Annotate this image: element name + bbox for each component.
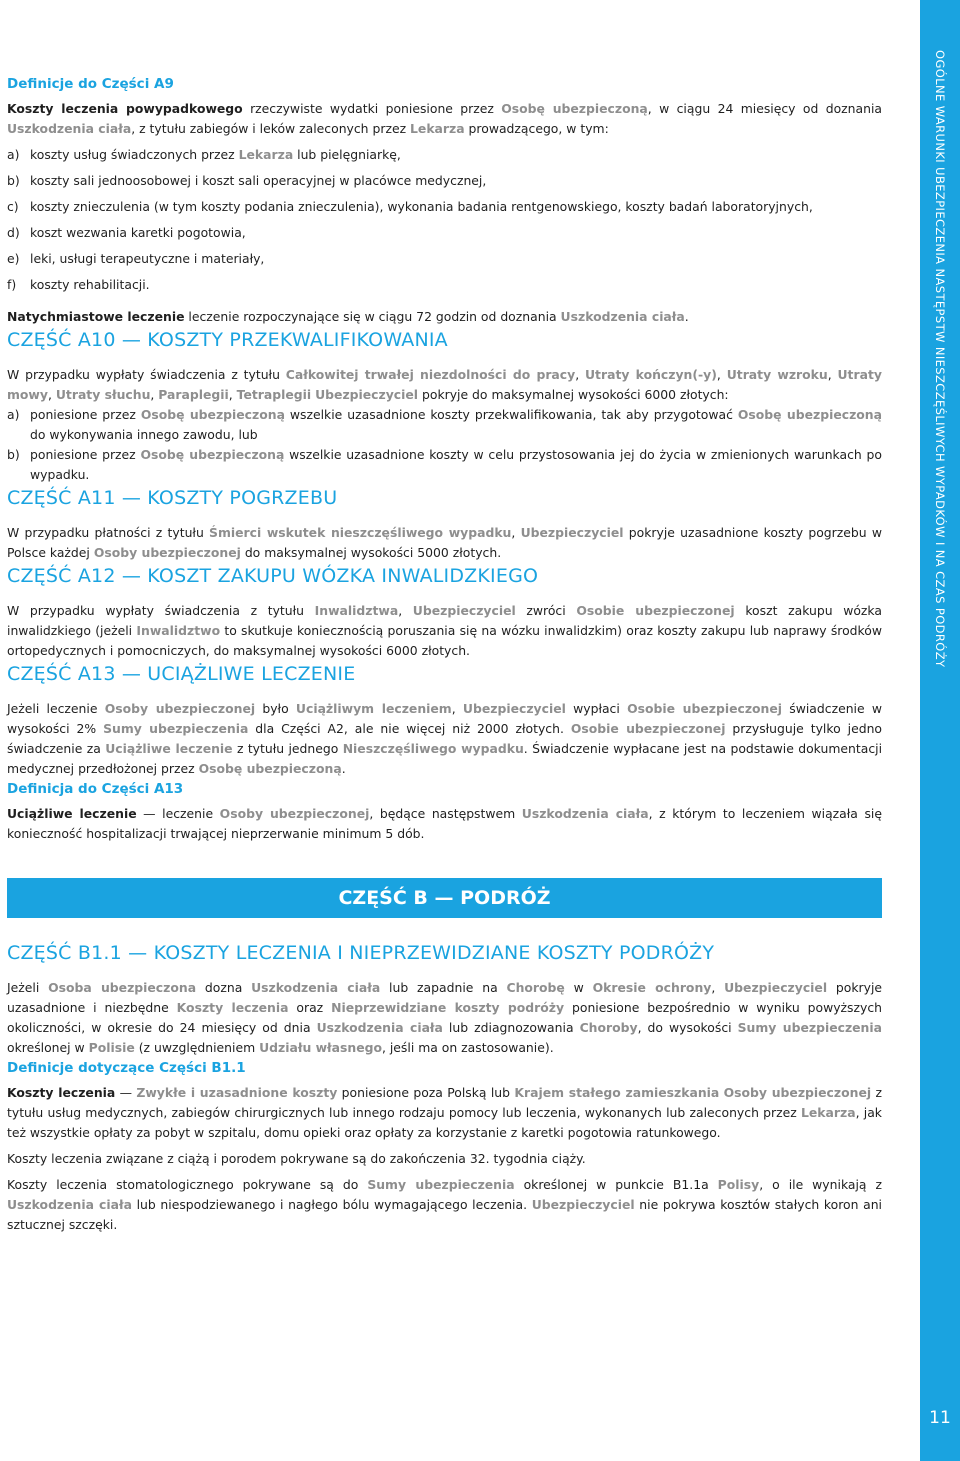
text: określonej w	[7, 1040, 89, 1055]
list-item	[7, 223, 882, 243]
list-text: koszty rehabilitacji.	[30, 277, 150, 292]
list-item	[7, 197, 882, 217]
term: Osobie ubezpieczonej	[570, 721, 726, 736]
text: prowadzącego, w tym:	[464, 121, 609, 136]
b11-paragraph	[7, 978, 882, 1058]
term: Osobę ubezpieczoną	[198, 761, 342, 776]
text: poniesione przez	[30, 447, 141, 462]
list-text: koszty sali jednoosobowej i koszt sali operacyjnej w placówce medycznej,	[30, 173, 487, 188]
term: Ubezpieczyciel	[315, 387, 419, 402]
text: Jeżeli	[7, 980, 49, 995]
text: ,	[398, 603, 413, 618]
term: Ubezpieczyciel	[462, 701, 566, 716]
term: Nieprzewidziane koszty podróży	[331, 1000, 565, 1015]
text: Jeżeli leczenie	[7, 701, 105, 716]
text: świadczenie w wysokości 2%	[7, 701, 883, 736]
term: Osoby ubezpieczonej	[93, 545, 241, 560]
term: Utraty słuchu	[55, 387, 151, 402]
text: W przypadku wypłaty świadczenia z tytułu	[7, 367, 286, 382]
a13-definition-heading: Definicja do Części A13	[7, 781, 184, 797]
text: ,	[451, 701, 463, 716]
text: było	[255, 701, 296, 716]
text: W przypadku płatności z tytułu	[7, 525, 210, 540]
term: Osoby ubezpieczonej	[104, 701, 256, 716]
text: ,	[228, 387, 237, 402]
sidebar-title: OGÓLNE WARUNKI UBEZPIECZENIA NASTĘPSTW NIESZCZĘŚLIWYCH WYPADKÓW I NA CZAS PODRÓŻY	[933, 50, 947, 668]
text: .	[341, 761, 346, 776]
b11-definition-paragraph	[7, 1083, 882, 1143]
text: określonej w punkcie B1.1a	[514, 1177, 718, 1192]
section-a10-heading: CZĘŚĆ A10 — KOSZTY PRZEKWALIFIKOWANIA	[7, 329, 448, 351]
a9-definitions-heading: Definicje do Części A9	[7, 76, 174, 92]
text: wszelkie uzasadnione koszty w celu przystosowania jej do życia w zmienionych warunkach po wypadku.	[30, 447, 882, 482]
list-text: leki, usługi terapeutyczne i materiały,	[30, 251, 265, 266]
text: do maksymalnej wysokości 5000 złotych.	[240, 545, 502, 560]
text: z tytułu usług medycznych, zabiegów chirurgicznych lub innego rodzaju pomocy lub leczenia, wykonanych lub zaleconych przez	[7, 1085, 882, 1120]
text: , do wysokości	[637, 1020, 738, 1035]
term: Utraty wzroku	[726, 367, 828, 382]
text: z tytułu jednego	[232, 741, 343, 756]
term: Polisy	[717, 1177, 760, 1192]
term: Ubezpieczyciel	[531, 1197, 635, 1212]
term: Polisie	[88, 1040, 135, 1055]
term: Osobę ubezpieczoną	[140, 447, 285, 462]
text: poniesione bezpośrednio w wyniku powyższych okoliczności, w okresie do 24 miesięcy od dnia	[7, 1000, 882, 1035]
term: Uszkodzenia ciała	[560, 309, 685, 324]
text: przysługuje tylko jedno świadczenie za	[7, 721, 882, 756]
document-body	[7, 74, 882, 1235]
section-b11-heading: CZĘŚĆ B1.1 — KOSZTY LECZENIA I NIEPRZEWIDZIANE KOSZTY PODRÓŻY	[7, 942, 715, 964]
list-item	[7, 445, 882, 485]
text: lub niespodziewanego i nagłego bólu wymagającego leczenia.	[131, 1197, 532, 1212]
text: ,	[711, 980, 725, 995]
a11-paragraph	[7, 523, 882, 563]
term: Inwalidztwo	[136, 623, 221, 638]
term: Koszty leczenia powypadkowego	[7, 101, 243, 116]
text: , będące następstwem	[369, 806, 522, 821]
section-a11-heading: CZĘŚĆ A11 — KOSZTY POGRZEBU	[7, 487, 338, 509]
term: Sumy ubezpieczenia	[367, 1177, 515, 1192]
term: Utraty kończyn(-y)	[585, 367, 717, 382]
list-label: b)	[7, 173, 20, 188]
text: poniesione poza Polską lub	[337, 1085, 515, 1100]
list-label: b)	[7, 447, 20, 462]
text: oraz	[288, 1000, 332, 1015]
term: Ubezpieczyciel	[520, 525, 624, 540]
text: wypłaci	[565, 701, 628, 716]
section-a13-heading: CZĘŚĆ A13 — UCIĄŻLIWE LECZENIE	[7, 663, 356, 685]
text: poniesione przez	[30, 407, 141, 422]
list-label: a)	[7, 147, 20, 162]
term: Uciążliwe leczenie	[7, 806, 137, 821]
text: W przypadku wypłaty świadczenia z tytułu	[7, 603, 315, 618]
text: , z tytułu zabiegów i leków zaleconych przez	[131, 121, 411, 136]
term: Udziału własnego	[259, 1040, 382, 1055]
text: —	[115, 1085, 137, 1100]
text: koszt zakupu wózka inwalidzkiego (jeżeli	[7, 603, 882, 638]
term: Sumy ubezpieczenia	[737, 1020, 882, 1035]
text: , w ciągu 24 miesięcy od doznania	[647, 101, 882, 116]
text: , z którym to leczeniem wiązała się konieczność hospitalizacji trwającej nieprzerwanie minimum 5 dób.	[7, 806, 882, 841]
text: lub zdiagnozowania	[442, 1020, 580, 1035]
list-label: d)	[7, 225, 20, 240]
text: dozna	[196, 980, 252, 995]
text: leczenie rozpoczynające się w ciągu 72 godzin od doznania	[184, 309, 561, 324]
list-text	[30, 405, 882, 445]
term: Lekarza	[410, 121, 465, 136]
a13-paragraph	[7, 699, 882, 779]
term: Całkowitej trwałej niezdolności do pracy	[285, 367, 576, 382]
a13-definition-paragraph	[7, 804, 882, 844]
text: (z uwzględnieniem	[134, 1040, 260, 1055]
term: Uszkodzenia ciała	[7, 121, 132, 136]
text: ,	[511, 525, 521, 540]
text: . Świadczenie wypłacane jest na podstawie dokumentacji medycznej przedłożonej przez	[7, 741, 883, 776]
pregnancy-paragraph: Koszty leczenia związane z ciążą i porodem pokrywane są do zakończenia 32. tygodnia ciąży.	[7, 1151, 586, 1166]
text: , jak też wszystkie opłaty za pobyt w szpitalu, domu opieki oraz opłaty za korzystanie z karetki pogotowia ratunkowego.	[7, 1105, 882, 1140]
sidebar	[920, 0, 960, 1461]
list-item	[7, 275, 882, 295]
term: Osoby ubezpieczonej	[723, 1085, 872, 1100]
a9-definition-paragraph	[7, 99, 882, 139]
term: Osobie ubezpieczonej	[576, 603, 735, 618]
term: Uszkodzenia ciała	[316, 1020, 443, 1035]
text: pokryje do maksymalnej wysokości 6000 złotych:	[418, 387, 729, 402]
text: ,	[575, 367, 585, 382]
term: Uszkodzenia ciała	[251, 980, 381, 995]
term: Osoba ubezpieczona	[48, 980, 197, 995]
term: Ubezpieczyciel	[724, 980, 828, 995]
term: Osoby ubezpieczonej	[219, 806, 370, 821]
text: Koszty leczenia stomatologicznego pokrywane są do	[7, 1177, 368, 1192]
list-text	[30, 445, 882, 485]
list-label: c)	[7, 199, 19, 214]
text: w	[564, 980, 593, 995]
text: pokryje uzasadnione i niezbędne	[7, 980, 883, 1015]
term: Paraplegii	[158, 387, 229, 402]
text: ,	[150, 387, 159, 402]
term: Tetraplegii	[236, 387, 312, 402]
text: to skutkuje koniecznością poruszania się na wózku inwalidzkim) oraz koszty zakupu lub naprawy środków ortopedycznych i pomocniczych, do maksymalnej wysokości 6000 złotych.	[7, 623, 882, 658]
list-label: a)	[7, 407, 20, 422]
term: Sumy ubezpieczenia	[103, 721, 249, 736]
text: dla Części A2, ale nie więcej niż 2000 złotych.	[248, 721, 571, 736]
term: Okresie ochrony	[592, 980, 712, 995]
text: rzeczywiste wydatki poniesione przez	[242, 101, 502, 116]
term: Utraty mowy	[7, 367, 882, 402]
term: Uszkodzenia ciała	[521, 806, 649, 821]
list-item	[7, 405, 882, 445]
term: Śmierci wskutek nieszczęśliwego wypadku	[209, 525, 512, 540]
immediate-treatment-definition	[7, 307, 882, 327]
page-number: 11	[929, 1408, 951, 1428]
dental-paragraph	[7, 1175, 882, 1235]
list-label: f)	[7, 277, 17, 292]
text: , jeśli ma on zastosowanie).	[381, 1040, 554, 1055]
list-text	[30, 145, 882, 165]
a10-paragraph	[7, 365, 882, 405]
text: do wykonywania innego zawodu, lub	[30, 427, 258, 442]
text: ,	[47, 387, 56, 402]
text: lub pielęgniarkę,	[293, 147, 401, 162]
term: Osobie ubezpieczonej	[627, 701, 783, 716]
text: ,	[827, 367, 838, 382]
term: Natychmiastowe leczenie	[7, 309, 185, 324]
term: Lekarza	[238, 147, 294, 162]
part-b-banner: CZĘŚĆ B — PODRÓŻ	[7, 878, 882, 918]
section-a12-heading: CZĘŚĆ A12 — KOSZT ZAKUPU WÓZKA INWALIDZKIEGO	[7, 565, 539, 587]
text: lub zapadnie na	[380, 980, 507, 995]
list-text: koszt wezwania karetki pogotowia,	[30, 225, 246, 240]
term: Koszty leczenia	[7, 1085, 116, 1100]
text: zwróci	[515, 603, 577, 618]
term: Koszty leczenia	[176, 1000, 289, 1015]
term: Osobę ubezpieczoną	[501, 101, 648, 116]
term: Chorobę	[506, 980, 565, 995]
a12-paragraph	[7, 601, 882, 661]
text: — leczenie	[136, 806, 220, 821]
text: nie pokrywa kosztów stałych koron ani sztucznej szczęki.	[7, 1197, 883, 1232]
term: Choroby	[579, 1020, 638, 1035]
text: .	[684, 309, 689, 324]
term: Osobę ubezpieczoną	[140, 407, 285, 422]
text: pokryje uzasadnione koszty pogrzebu w Polsce każdej	[7, 525, 882, 560]
term: Inwalidztwa	[314, 603, 399, 618]
text: , o ile wynikają z	[759, 1177, 883, 1192]
term: Krajem stałego zamieszkania	[514, 1085, 720, 1100]
term: Ubezpieczyciel	[412, 603, 516, 618]
list-text: koszty znieczulenia (w tym koszty podania znieczulenia), wykonania badania rentgenowskiego, koszty badań laboratoryjnych,	[30, 199, 813, 214]
list-item	[7, 249, 882, 269]
text: ,	[716, 367, 727, 382]
term: Uciążliwe leczenie	[105, 741, 233, 756]
term: Uciążliwym leczeniem	[295, 701, 452, 716]
term: Osobę ubezpieczoną	[737, 407, 882, 422]
text: koszty usług świadczonych przez	[30, 147, 239, 162]
term: Uszkodzenia ciała	[7, 1197, 132, 1212]
text: wszelkie uzasadnione koszty przekwalifikowania, tak aby przygotować	[284, 407, 738, 422]
b11-definitions-heading: Definicje dotyczące Części B1.1	[7, 1060, 246, 1076]
list-label: e)	[7, 251, 20, 266]
list-item	[7, 145, 882, 165]
term: Zwykłe i uzasadnione koszty	[136, 1085, 338, 1100]
term: Lekarza	[801, 1105, 856, 1120]
list-item	[7, 171, 882, 191]
term: Nieszczęśliwego wypadku	[342, 741, 524, 756]
